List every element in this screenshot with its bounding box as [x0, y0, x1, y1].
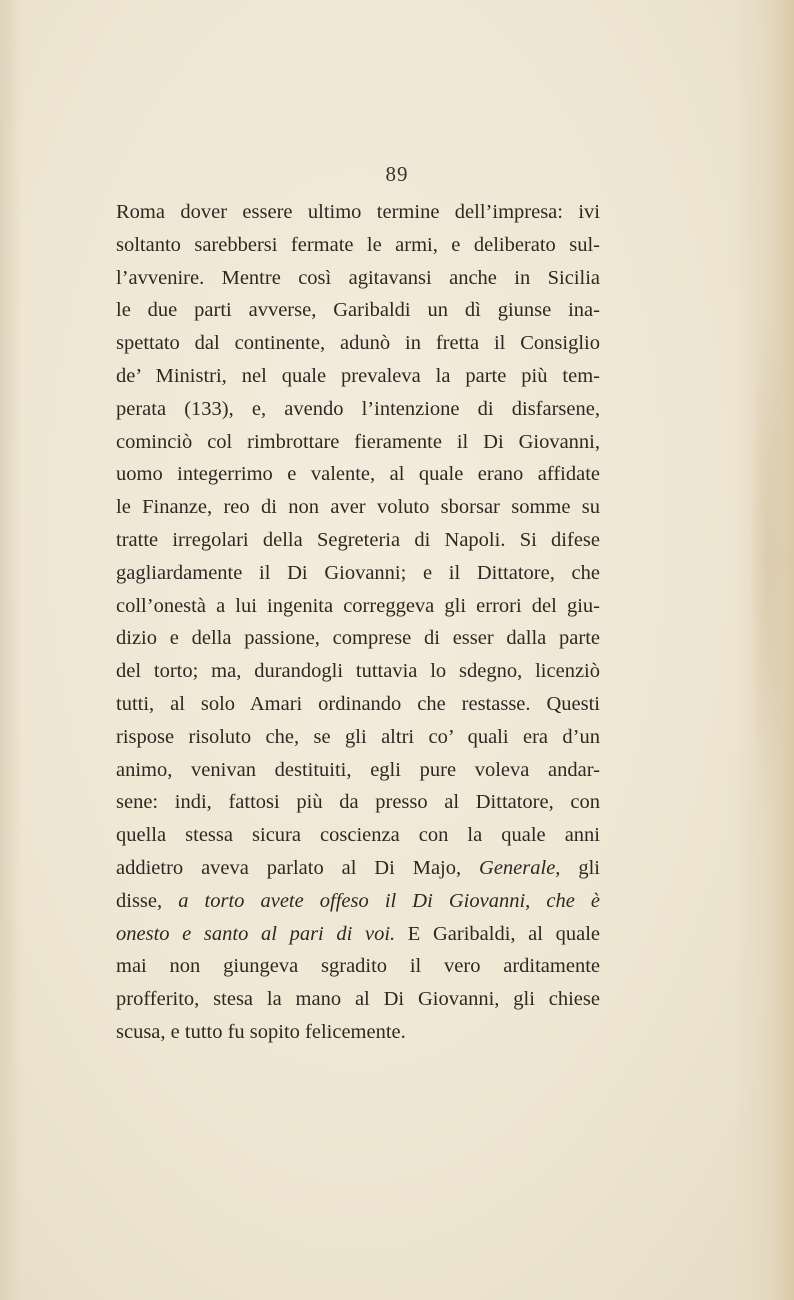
text-run: quella stessa sicura coscienza con la quale anni	[116, 824, 600, 847]
text-run: soltanto sarebbersi fermate le armi, e deliberato sul-	[116, 233, 600, 256]
text-line	[116, 885, 600, 918]
text-run: l’avvenire. Mentre così agitavansi anche in Sicilia	[116, 266, 600, 289]
text-run: mai non giungeva sgradito il vero arditamente	[116, 955, 600, 978]
text-line	[116, 196, 600, 229]
text-run: dizio e della passione, comprese di esser dalla parte	[116, 627, 600, 650]
text-run: de’ Ministri, nel quale prevaleva la parte più tem-	[116, 364, 600, 387]
text-line	[116, 622, 600, 655]
text-run: gli	[560, 856, 600, 879]
text-run: profferito, stesa la mano al Di Giovanni, gli chiese	[116, 988, 600, 1011]
text-run: Roma dover essere ultimo termine dell’impresa: ivi	[116, 201, 600, 223]
body-text	[116, 196, 600, 1049]
text-run: perata (133), e, avendo l’intenzione di disfarsene,	[116, 397, 600, 420]
page-edge-shadow-left	[0, 0, 22, 1300]
italic-text: a torto avete offeso il Di Giovanni, che è	[178, 889, 601, 912]
text-line	[116, 918, 600, 951]
text-run: tutti, al solo Amari ordinando che restasse. Questi	[116, 692, 600, 715]
text-line	[116, 360, 600, 393]
text-line	[116, 458, 600, 491]
text-line	[116, 655, 600, 688]
text-line	[116, 262, 600, 295]
text-line	[116, 294, 600, 327]
paper-stain	[748, 300, 788, 820]
text-line	[116, 819, 600, 852]
text-run: animo, venivan destituiti, egli pure voleva andar-	[116, 758, 600, 781]
page-number: 89	[385, 162, 409, 186]
text-line	[116, 950, 600, 983]
text-run: le due parti avverse, Garibaldi un dì giunse ina-	[116, 299, 600, 322]
text-line	[116, 590, 600, 623]
text-run: rispose risoluto che, se gli altri co’ quali era d’un	[116, 725, 600, 748]
text-run: E Garibaldi, al quale	[395, 922, 600, 945]
text-line	[116, 393, 600, 426]
text-run: tratte irregolari della Segreteria di Napoli. Si difese	[116, 528, 600, 551]
text-line	[116, 721, 600, 754]
text-run: cominciò col rimbrottare fieramente il Di Giovanni,	[116, 430, 600, 453]
text-run: spettato dal continente, adunò in fretta il Consiglio	[116, 332, 600, 355]
text-line	[116, 983, 600, 1016]
text-line	[116, 786, 600, 819]
italic-text: Generale,	[479, 856, 561, 879]
text-run: uomo integerrimo e valente, al quale erano affidate	[116, 463, 600, 486]
text-line	[116, 229, 600, 262]
text-run: le Finanze, reo di non aver voluto sborsar somme su	[116, 496, 600, 519]
text-run: del torto; ma, durandogli tuttavia lo sdegno, licenziò	[116, 660, 600, 683]
text-line	[116, 754, 600, 787]
text-line	[116, 426, 600, 459]
text-line	[116, 852, 600, 885]
text-run: addietro aveva parlato al Di Majo,	[116, 856, 480, 879]
text-run: disse,	[116, 889, 179, 912]
text-run: sene: indi, fattosi più da presso al Dittatore, con	[116, 791, 600, 814]
text-line	[116, 524, 600, 557]
text-line	[116, 491, 600, 524]
text-run: scusa, e tutto fu sopito felicemente.	[116, 1020, 406, 1043]
text-line	[116, 327, 600, 360]
text-run: coll’onestà a lui ingenita correggeva gli errori del giu-	[116, 594, 600, 617]
text-line	[116, 688, 600, 721]
text-run: gagliardamente il Di Giovanni; e il Dittatore, che	[116, 561, 600, 584]
text-line	[116, 1016, 600, 1049]
italic-text: onesto e santo al pari di voi.	[116, 922, 396, 945]
text-line	[116, 557, 600, 590]
